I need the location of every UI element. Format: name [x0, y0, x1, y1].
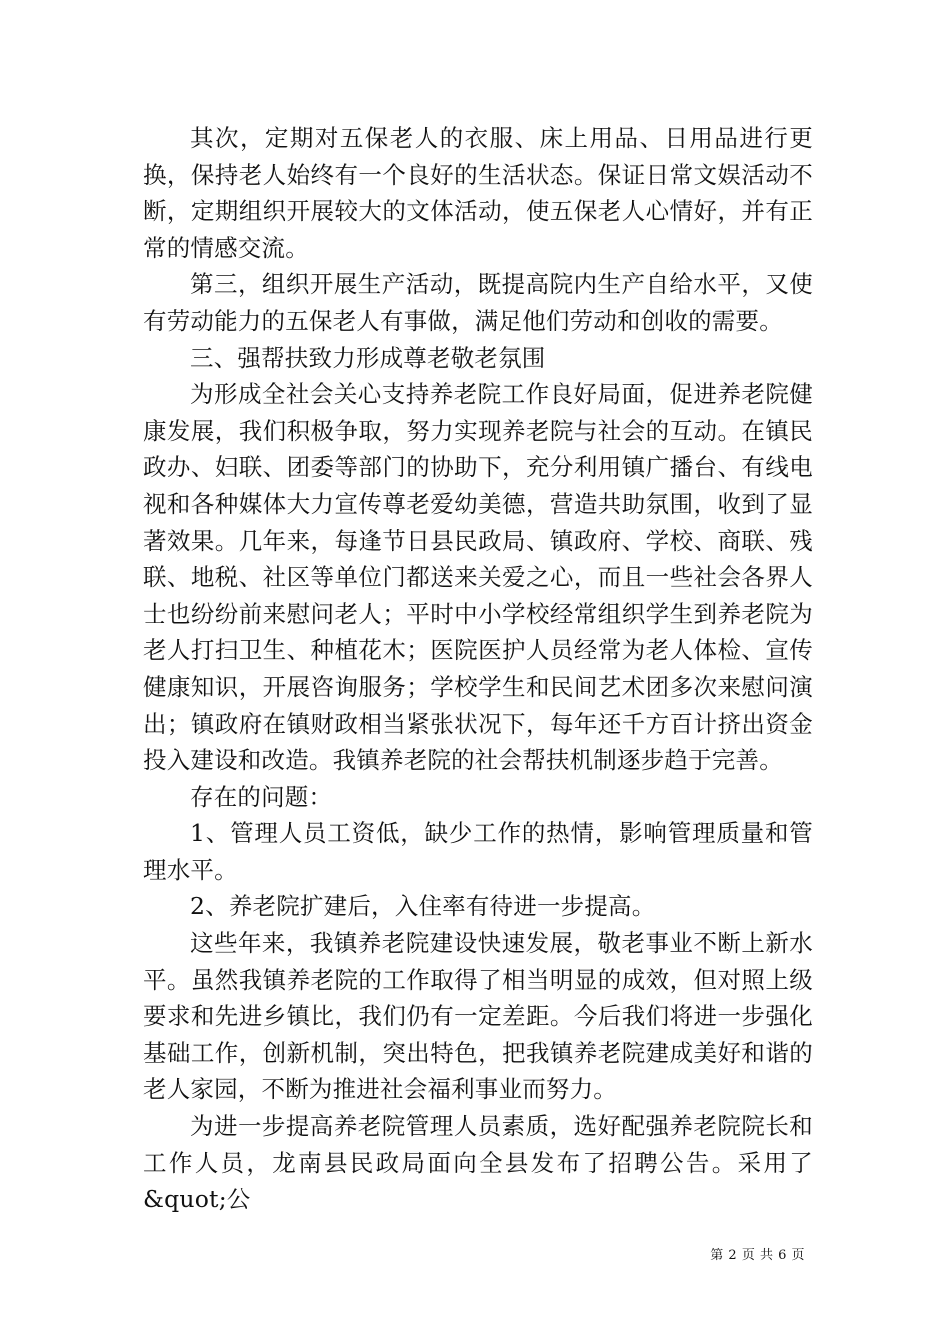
problem-item-2: 2、养老院扩建后，入住率有待进一步提高。: [190, 892, 656, 921]
paragraph-recruitment: 为进一步提高养老院管理人员素质，选好配强养老院院长和工作人员，龙南县民政局面向全县发布了招聘公告。采用了&quot;公: [143, 1112, 813, 1214]
section-heading-social-support: 三、强帮扶致力形成尊老敬老氛围: [190, 343, 546, 372]
paragraph-conclusion: 这些年来，我镇养老院建设快速发展，敬老事业不断上新水平。虽然我镇养老院的工作取得了相当明显的成效，但对照上级要求和先进乡镇比，我们仍有一定差距。今后我们将进一步强化基础工作，创新机制，突出特色，把我镇养老院建成美好和谐的老人家园，不断为推进社会福利事业而努力。: [143, 929, 813, 1104]
page-number: 第 2 页 共 6 页: [710, 1248, 805, 1263]
problems-heading: 存在的问题：: [190, 782, 333, 811]
document-body: [143, 120, 813, 1218]
paragraph-social-support: 为形成全社会关心支持养老院工作良好局面，促进养老院健康发展，我们积极争取，努力实现养老院与社会的互动。在镇民政办、妇联、团委等部门的协助下，充分利用镇广播台、有线电视和各种媒体大力宣传尊老爱幼美德，营造共助氛围，收到了显著效果。几年来，每逢节日县民政局、镇政府、学校、商联、残联、地税、社区等单位门都送来关爱之心，而且一些社会各界人士也纷纷前来慰问老人；平时中小学校经常组织学生到养老院为老人打扫卫生、种植花木；医院医护人员经常为老人体检、宣传健康知识，开展咨询服务；学校学生和民间艺术团多次来慰问演出；镇政府在镇财政相当紧张状况下，每年还千方百计挤出资金投入建设和改造。我镇养老院的社会帮扶机制逐步趋于完善。: [143, 380, 813, 775]
paragraph-production-activities: 第三，组织开展生产活动，既提高院内生产自给水平，又使有劳动能力的五保老人有事做，满足他们劳动和创收的需要。: [143, 270, 813, 335]
problem-item-1: 1、管理人员工资低，缺少工作的热情，影响管理质量和管理水平。: [143, 819, 813, 884]
paragraph-supplies-and-activities: 其次，定期对五保老人的衣服、床上用品、日用品进行更换，保持老人始终有一个良好的生活状态。保证日常文娱活动不断，定期组织开展较大的文体活动，使五保老人心情好，并有正常的情感交流。: [143, 124, 813, 262]
